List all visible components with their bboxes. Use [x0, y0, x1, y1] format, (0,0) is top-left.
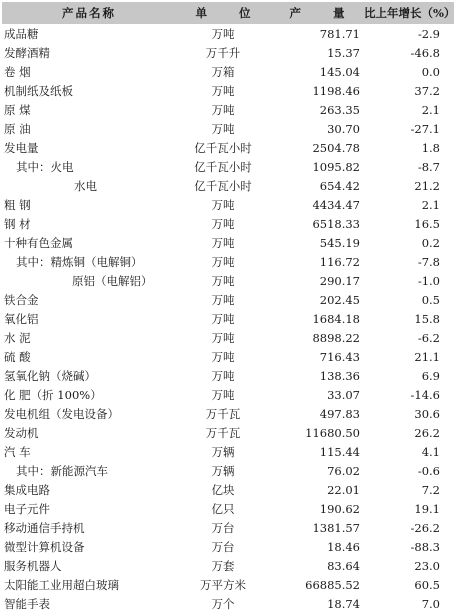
row-growth: 7.2: [421, 482, 440, 497]
row-product-name: 太阳能工业用超白玻璃: [4, 577, 119, 592]
row-growth: 19.1: [414, 501, 440, 516]
row-output: 497.83: [319, 406, 360, 421]
row-product-name: 发电机组（发电设备）: [4, 406, 119, 421]
row-growth: -46.8: [410, 45, 440, 60]
header-product-name: 产品名称: [62, 6, 116, 20]
row-product-name: 发动机: [4, 425, 39, 440]
row-growth: 0.5: [421, 292, 440, 307]
row-output: 202.45: [319, 292, 360, 307]
row-growth: 0.0: [421, 64, 440, 79]
row-product-name: 原 油: [4, 121, 31, 136]
row-unit: 万吨: [211, 26, 235, 41]
row-growth: -88.3: [410, 539, 440, 554]
row-unit: 万吨: [211, 216, 235, 231]
table-row: [2, 594, 454, 613]
row-unit: 万辆: [211, 444, 235, 459]
table-row: [2, 233, 454, 252]
table-row: [2, 499, 454, 518]
row-output: 15.37: [327, 45, 360, 60]
table-row: [2, 157, 454, 176]
row-product-name: 氢氧化钠（烧碱）: [4, 368, 96, 383]
row-unit: 亿千瓦小时: [194, 159, 252, 174]
row-unit: 万吨: [211, 292, 235, 307]
row-growth: -2.9: [417, 26, 440, 41]
row-growth: 7.0: [421, 596, 440, 611]
row-growth: 0.2: [421, 235, 440, 250]
row-output: 30.70: [327, 121, 360, 136]
table-row: [2, 100, 454, 119]
row-unit: 亿块: [211, 482, 235, 497]
row-product-name: 机制纸及纸板: [4, 83, 73, 98]
row-output: 18.74: [327, 596, 360, 611]
row-growth: 21.2: [414, 178, 440, 193]
row-output: 1684.18: [312, 311, 360, 326]
row-growth: 2.1: [421, 102, 440, 117]
table-row: [2, 537, 454, 556]
row-unit: 亿千瓦小时: [194, 178, 252, 193]
header-growth: 比上年增长（%）: [364, 6, 456, 20]
row-output: 115.44: [319, 444, 360, 459]
row-unit: 万个: [211, 596, 235, 611]
row-product-name: 原铝（电解铝）: [72, 273, 153, 288]
row-product-name: 移动通信手持机: [4, 520, 85, 535]
row-output: 22.01: [327, 482, 360, 497]
row-output: 76.02: [327, 463, 360, 478]
row-growth: -8.7: [417, 159, 440, 174]
row-growth: 37.2: [414, 83, 440, 98]
table-row: [2, 252, 454, 271]
row-unit: 万吨: [211, 368, 235, 383]
row-product-name: 集成电路: [4, 482, 50, 497]
row-output: 145.04: [319, 64, 360, 79]
row-growth: 30.6: [414, 406, 440, 421]
row-product-name: 钢 材: [4, 216, 31, 231]
table-row: [2, 328, 454, 347]
row-output: 190.62: [319, 501, 360, 516]
row-product-name: 汽 车: [4, 444, 31, 459]
row-growth: 15.8: [414, 311, 440, 326]
row-output: 116.72: [319, 254, 360, 269]
row-product-name: 微型计算机设备: [4, 539, 85, 554]
row-product-name: 水电: [74, 178, 97, 193]
row-output: 781.71: [319, 26, 360, 41]
row-output: 18.46: [327, 539, 360, 554]
row-unit: 万吨: [211, 387, 235, 402]
row-unit: 万吨: [211, 83, 235, 98]
row-growth: -6.2: [417, 330, 440, 345]
row-output: 83.64: [327, 558, 360, 573]
row-growth: 4.1: [421, 444, 440, 459]
row-product-name: 发酵酒精: [4, 45, 50, 60]
table-row: [2, 119, 454, 138]
row-product-name: 其中：新能源汽车: [16, 463, 108, 478]
row-growth: 2.1: [421, 197, 440, 212]
row-unit: 万吨: [211, 235, 235, 250]
row-growth: 21.1: [414, 349, 440, 364]
row-unit: 万套: [211, 558, 235, 573]
row-growth: -14.6: [410, 387, 440, 402]
row-product-name: 服务机器人: [4, 558, 62, 573]
row-unit: 万辆: [211, 463, 235, 478]
row-product-name: 其中：精炼铜（电解铜）: [16, 254, 143, 269]
row-growth: 23.0: [414, 558, 440, 573]
row-growth: 1.8: [421, 140, 440, 155]
row-output: 138.36: [319, 368, 360, 383]
row-product-name: 水 泥: [4, 330, 31, 345]
row-output: 716.43: [319, 349, 360, 364]
table-row: [2, 176, 454, 195]
table-row: [2, 423, 454, 442]
row-product-name: 氧化铝: [4, 311, 39, 326]
row-output: 654.42: [319, 178, 360, 193]
table-row: [2, 271, 454, 290]
row-growth: -27.1: [410, 121, 440, 136]
row-product-name: 智能手表: [4, 596, 50, 611]
row-product-name: 发电量: [4, 140, 39, 155]
table-row: [2, 309, 454, 328]
row-product-name: 卷 烟: [4, 64, 31, 79]
row-unit: 万平方米: [200, 577, 246, 592]
row-product-name: 硫 酸: [4, 349, 31, 364]
row-growth: 16.5: [414, 216, 440, 231]
table-row: [2, 366, 454, 385]
production-table: [2, 2, 454, 613]
row-product-name: 成品糖: [4, 26, 39, 41]
row-growth: -7.8: [417, 254, 440, 269]
table-row: [2, 404, 454, 423]
header-unit: 单 位: [195, 6, 265, 20]
row-growth: -0.6: [417, 463, 440, 478]
table-row: [2, 195, 454, 214]
row-growth: -26.2: [410, 520, 440, 535]
table-row: [2, 556, 454, 575]
row-output: 8898.22: [312, 330, 360, 345]
row-output: 6518.33: [312, 216, 360, 231]
row-growth: 6.9: [421, 368, 440, 383]
row-output: 33.07: [327, 387, 360, 402]
table-row: [2, 43, 454, 62]
row-output: 263.35: [319, 102, 360, 117]
header-output: 产 量: [289, 6, 359, 20]
row-product-name: 化 肥（折 100%）: [4, 387, 102, 402]
table-row: [2, 575, 454, 594]
table-row: [2, 518, 454, 537]
row-unit: 亿只: [211, 501, 235, 516]
row-growth: 26.2: [414, 425, 440, 440]
row-product-name: 铁合金: [4, 292, 39, 307]
table-row: [2, 461, 454, 480]
row-product-name: 其中：火电: [16, 159, 74, 174]
table-row: [2, 442, 454, 461]
row-output: 11680.50: [305, 425, 360, 440]
row-unit: 万吨: [211, 273, 235, 288]
row-product-name: 原 煤: [4, 102, 31, 117]
row-output: 1198.46: [312, 83, 360, 98]
row-unit: 亿千瓦小时: [194, 140, 252, 155]
table-header: [2, 2, 454, 24]
table-row: [2, 214, 454, 233]
table-row: [2, 62, 454, 81]
table-row: [2, 290, 454, 309]
row-output: 545.19: [319, 235, 360, 250]
row-unit: 万吨: [211, 349, 235, 364]
table-row: [2, 81, 454, 100]
row-output: 1381.57: [312, 520, 360, 535]
row-growth: -1.0: [417, 273, 440, 288]
row-unit: 万吨: [211, 254, 235, 269]
row-unit: 万吨: [211, 197, 235, 212]
table-row: [2, 480, 454, 499]
table-row: [2, 347, 454, 366]
row-output: 290.17: [319, 273, 360, 288]
row-unit: 万吨: [211, 102, 235, 117]
row-growth: 60.5: [414, 577, 440, 592]
row-unit: 万台: [211, 520, 235, 535]
row-unit: 万千瓦: [205, 406, 241, 421]
table-row: [2, 385, 454, 404]
table-row: [2, 24, 454, 43]
row-product-name: 十种有色金属: [4, 235, 73, 250]
row-output: 1095.82: [312, 159, 360, 174]
row-unit: 万千升: [205, 45, 241, 60]
table-body: [2, 24, 454, 613]
row-product-name: 粗 钢: [4, 197, 31, 212]
row-unit: 万吨: [211, 121, 235, 136]
row-output: 2504.78: [312, 140, 360, 155]
row-unit: 万千瓦: [205, 425, 241, 440]
row-output: 4434.47: [312, 197, 360, 212]
row-unit: 万箱: [211, 64, 235, 79]
row-unit: 万吨: [211, 330, 235, 345]
row-output: 66885.52: [305, 577, 360, 592]
row-product-name: 电子元件: [4, 501, 50, 516]
row-unit: 万吨: [211, 311, 235, 326]
row-unit: 万台: [211, 539, 235, 554]
table-row: [2, 138, 454, 157]
